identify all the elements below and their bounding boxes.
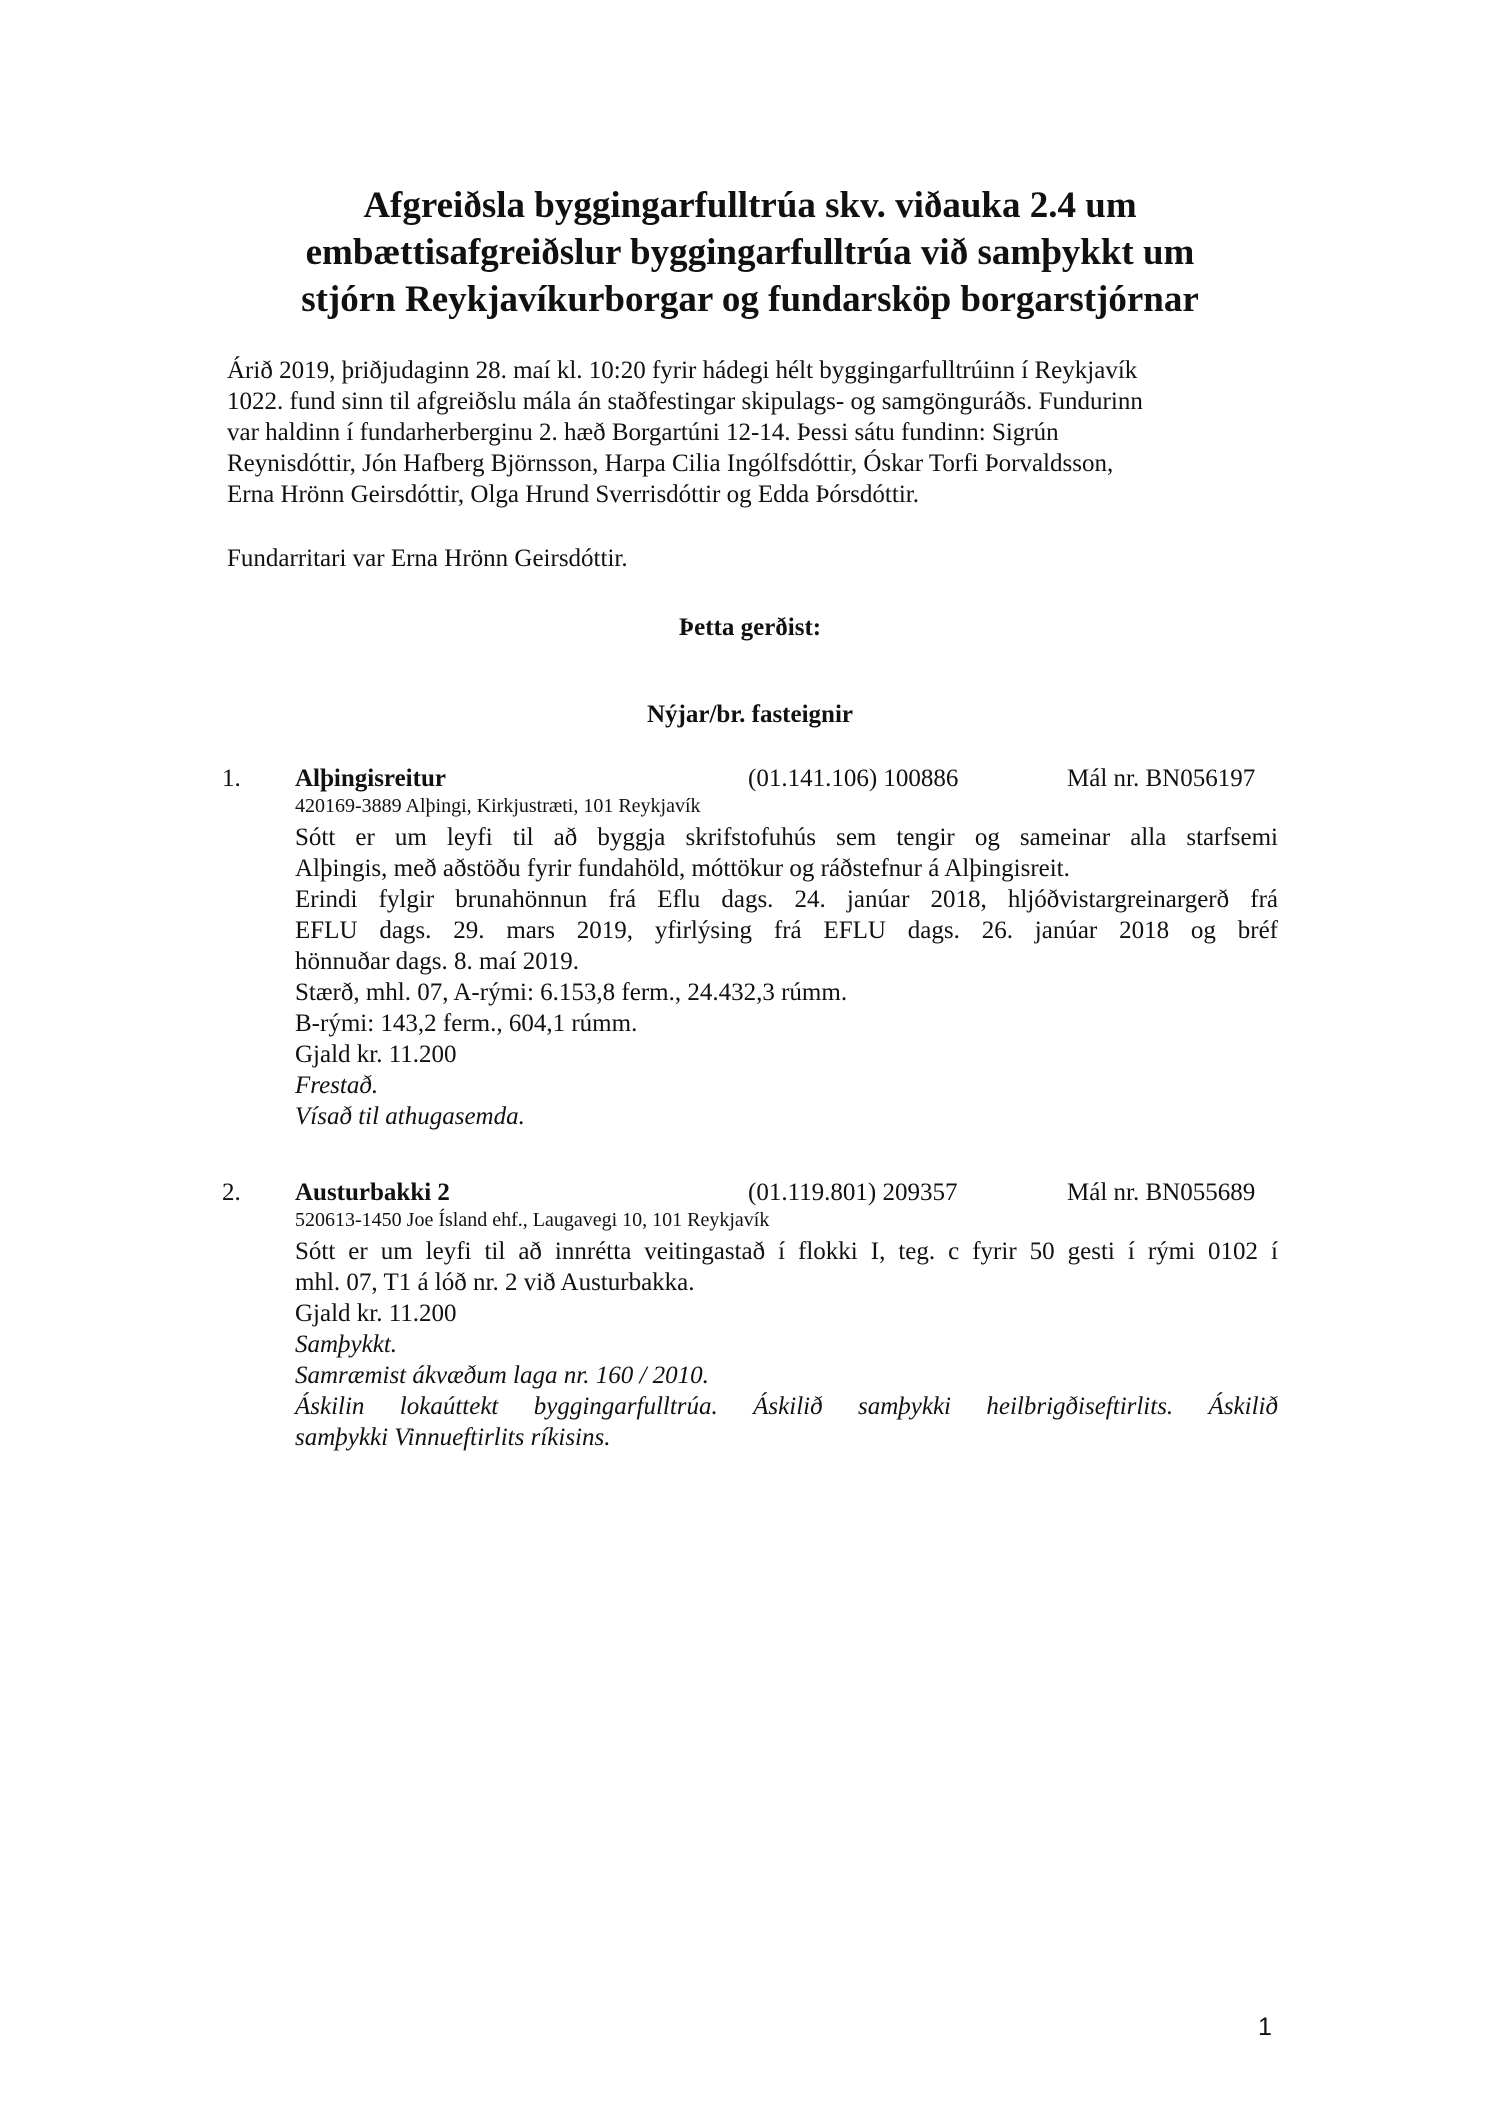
case-number: 2. [222,1179,241,1206]
page-number: 1 [1258,2013,1272,2041]
case-text-line: Alþingis, með aðstöðu fyrir fundahöld, móttökur og ráðstefnur á Alþingisreit. [295,855,1070,882]
intro-line: Árið 2019, þriðjudaginn 28. maí kl. 10:20 fyrir hádegi hélt byggingarfulltrúinn í Reykjavík [227,357,1138,384]
case-decision-note: samþykki Vinnueftirlits ríkisins. [295,1424,611,1451]
case-size-line: B-rými: 143,2 ferm., 604,1 rúmm. [295,1010,638,1037]
case-property-ids: (01.141.106) 100886 [748,765,959,792]
case-text-line: mhl. 07, T1 á lóð nr. 2 við Austurbakka. [295,1269,695,1296]
case-decision-note: Áskilin lokaúttekt byggingarfulltrúa. Áskilið samþykki heilbrigðiseftirlits. Áskilið [295,1393,1278,1420]
title-line: embættisafgreiðslur byggingarfulltrúa við samþykkt um [305,232,1195,273]
case-fee: Gjald kr. 11.200 [295,1300,457,1327]
case-text-line: Sótt er um leyfi til að innrétta veitingastað í flokki I, teg. c fyrir 50 gesti í rými 0102 í [295,1238,1278,1265]
case-owner: 420169-3889 Alþingi, Kirkjustræti, 101 Reykjavík [295,795,701,817]
intro-line: Erna Hrönn Geirsdóttir, Olga Hrund Sverrisdóttir og Edda Þórsdóttir. [227,481,919,508]
case-text-line: Sótt er um leyfi til að byggja skrifstofuhús sem tengir og sameinar alla starfsemi [295,824,1278,851]
case-owner: 520613-1450 Joe Ísland ehf., Laugavegi 10, 101 Reykjavík [295,1209,770,1231]
case-address: Alþingisreitur [295,765,446,792]
section-heading: Þetta gerðist: [678,614,822,641]
case-description [295,1236,1278,1453]
case-text-line: Erindi fylgir brunahönnun frá Eflu dags. 24. janúar 2018, hljóðvistargreinargerð frá [295,886,1278,913]
intro-line: Reynisdóttir, Jón Hafberg Björnsson, Harpa Cilia Ingólfsdóttir, Óskar Torfi Þorvaldsson, [227,450,1114,477]
document-title [200,182,1300,323]
intro-line: var haldinn í fundarherberginu 2. hæð Borgartúni 12-14. Þessi sátu fundinn: Sigrún [227,419,1059,446]
case-fee: Gjald kr. 11.200 [295,1041,457,1068]
title-line: stjórn Reykjavíkurborgar og fundarsköp borgarstjórnar [301,279,1199,320]
case-text-line: EFLU dags. 29. mars 2019, yfirlýsing frá EFLU dags. 26. janúar 2018 og bréf [295,917,1278,944]
case-reference: Mál nr. BN055689 [1067,1179,1256,1206]
case-property-ids: (01.119.801) 209357 [748,1179,958,1206]
title-line: Afgreiðsla byggingarfulltrúa skv. viðauka 2.4 um [363,185,1137,226]
case-size-line: Stærð, mhl. 07, A-rými: 6.153,8 ferm., 24.432,3 rúmm. [295,979,848,1006]
meeting-recorder: Fundarritari var Erna Hrönn Geirsdóttir. [227,545,628,572]
intro-line: 1022. fund sinn til afgreiðslu mála án staðfestingar skipulags- og samgönguráðs. Fundurinn [227,388,1143,415]
case-decision: Samþykkt. [295,1331,398,1358]
case-address: Austurbakki 2 [295,1179,450,1206]
case-text-line: hönnuðar dags. 8. maí 2019. [295,948,579,975]
category-heading: Nýjar/br. fasteignir [647,701,853,728]
case-decision-note: Samræmist ákvæðum laga nr. 160 / 2010. [295,1362,709,1389]
case-reference: Mál nr. BN056197 [1067,765,1256,792]
case-decision-note: Vísað til athugasemda. [295,1103,525,1130]
case-number: 1. [222,765,241,792]
case-decision: Frestað. [295,1072,379,1099]
intro-paragraph [227,355,1282,510]
case-description [295,822,1278,1132]
